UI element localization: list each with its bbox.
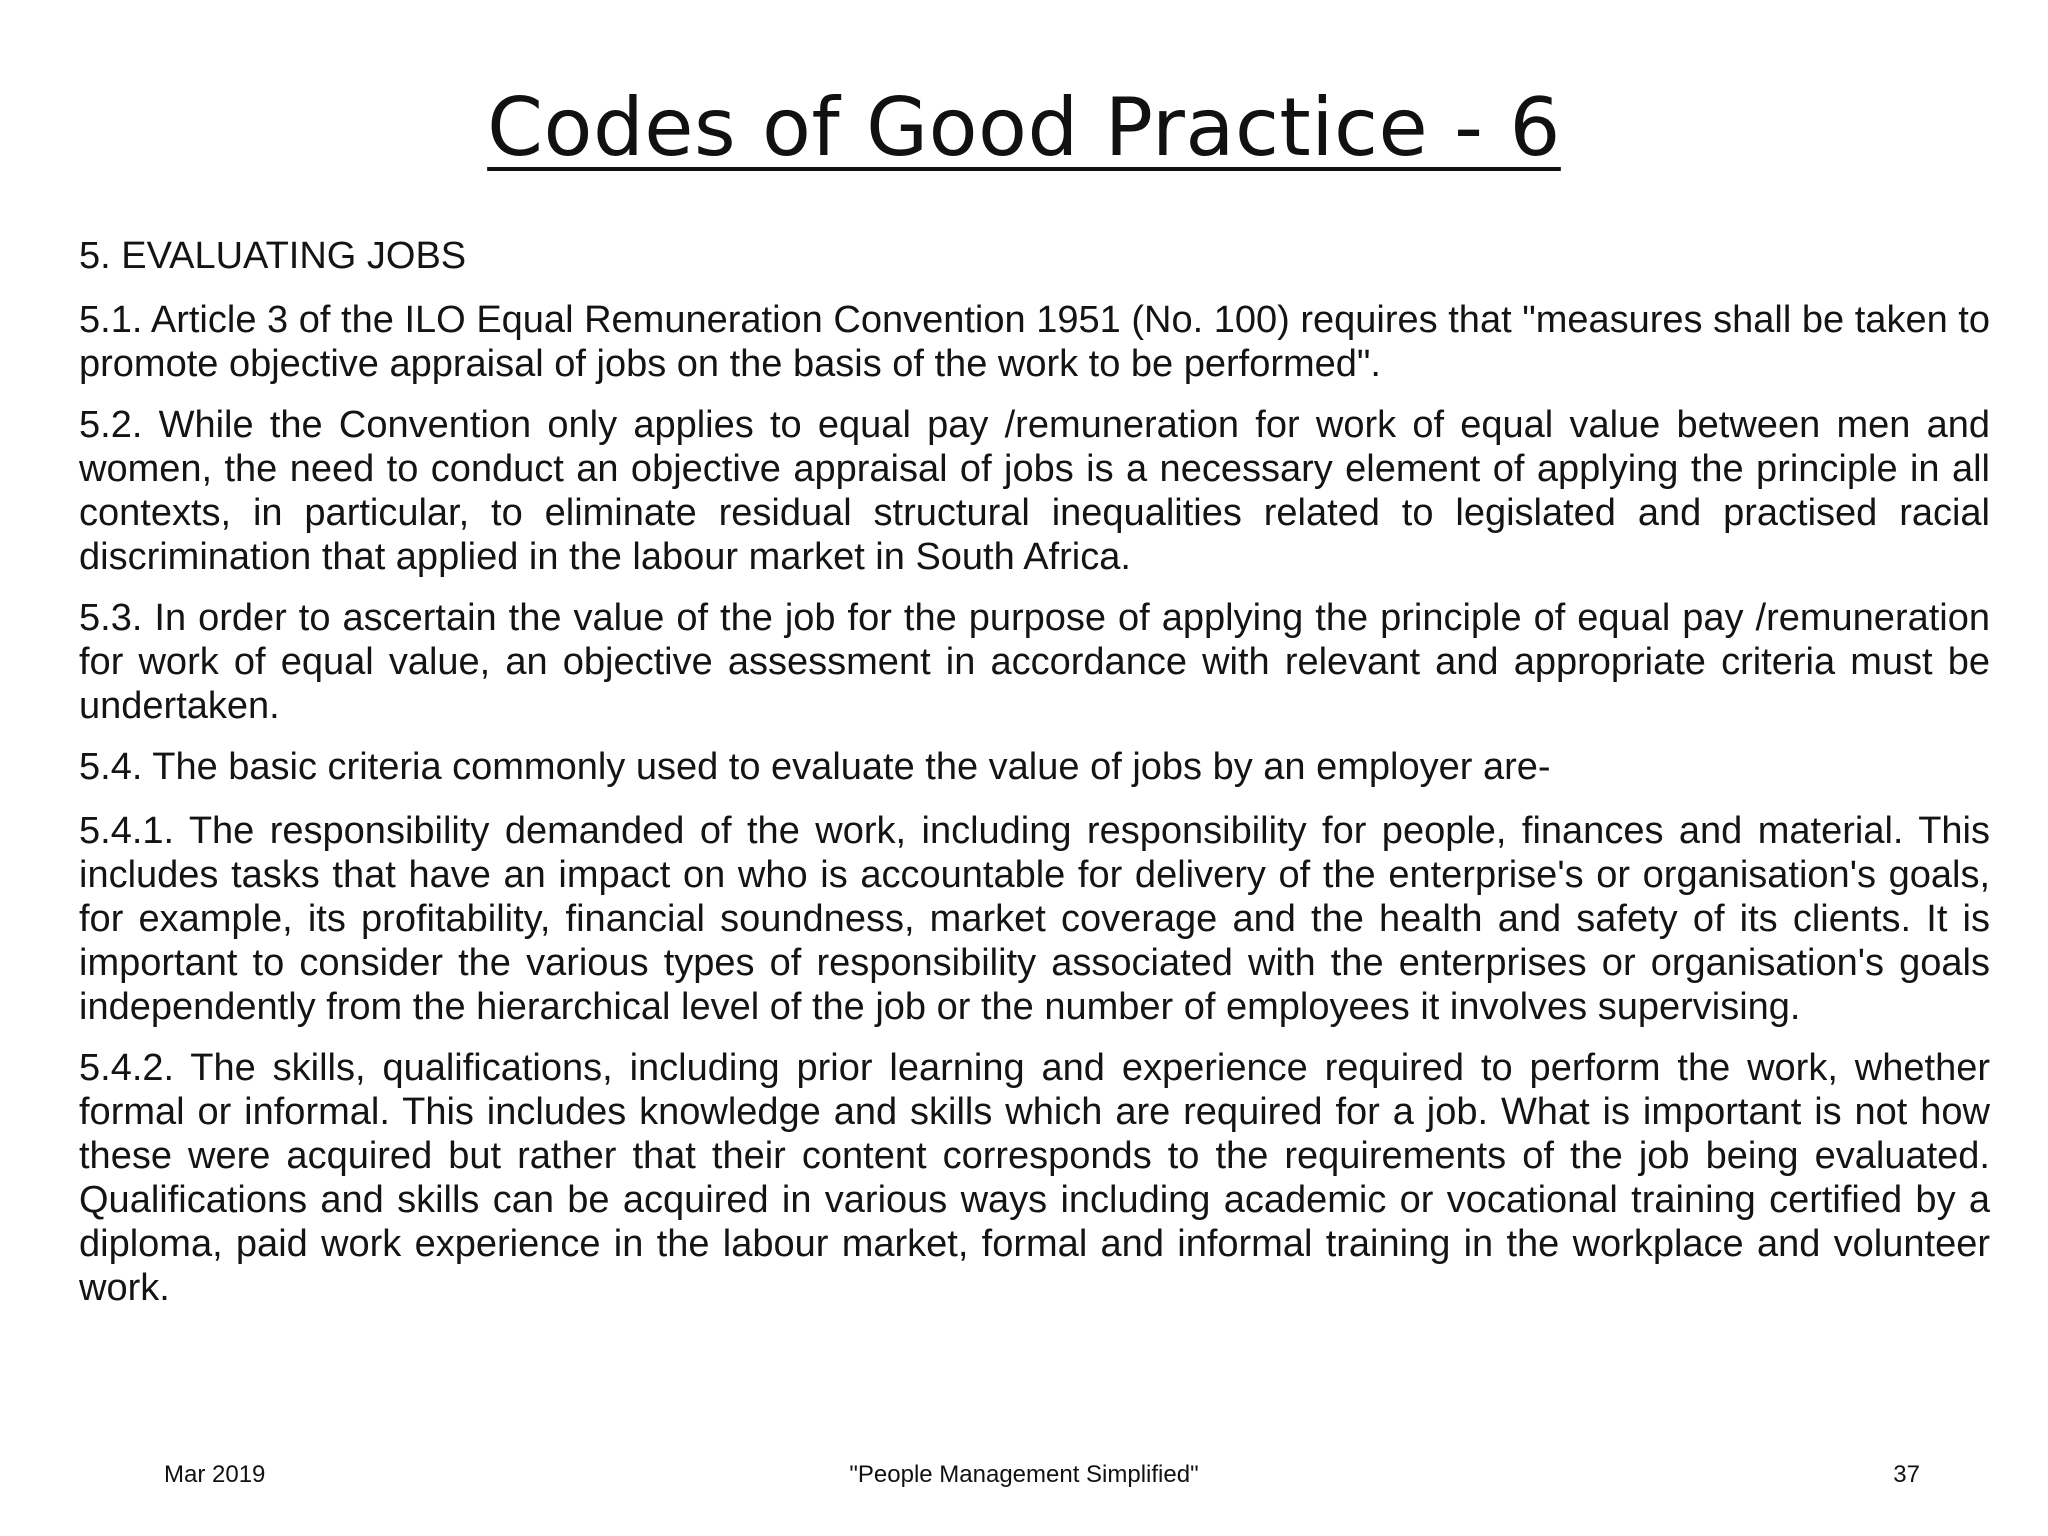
paragraph-5-3: 5.3. In order to ascertain the value of the job for the purpose of applying the principle of equal pay /remuneration for work of equal value, an objective assessment in accordance with relevant and appropriate criteria must be undertaken.	[79, 597, 1990, 727]
footer-title: "People Management Simplified"	[849, 1461, 1199, 1488]
footer-date: Mar 2019	[164, 1461, 266, 1488]
paragraph-5-4-2: 5.4.2. The skills, qualifications, including prior learning and experience required to perform the work, whether formal or informal. This includes knowledge and skills which are required for a job. What is important is not how these were acquired but rather that their content corresponds to the requirements of the job being evaluated. Qualifications and skills can be acquired in various ways including academic or vocational training certified by a diploma, paid work experience in the labour market, formal and informal training in the workplace and volunteer work.	[79, 1047, 1990, 1309]
section-heading: 5. EVALUATING JOBS	[79, 235, 467, 277]
paragraph-5-4-1: 5.4.1. The responsibility demanded of the work, including responsibility for people, finances and material. This includes tasks that have an impact on who is accountable for delivery of the enterprise's or organisation's goals, for example, its profitability, financial soundness, market coverage and the health and safety of its clients. It is important to consider the various types of responsibility associated with the enterprises or organisation's goals independently from the hierarchical level of the job or the number of employees it involves supervising.	[79, 810, 1990, 1028]
paragraph-5-4: 5.4. The basic criteria commonly used to evaluate the value of jobs by an employer are-	[79, 746, 1551, 788]
paragraph-5-1: 5.1. Article 3 of the ILO Equal Remuneration Convention 1951 (No. 100) requires that "measures shall be taken to promote objective appraisal of jobs on the basis of the work to be performed".	[79, 299, 1990, 385]
slide-title-text: Codes of Good Practice - 6	[487, 81, 1561, 174]
slide-title	[0, 80, 2048, 176]
paragraph-5-2: 5.2. While the Convention only applies to equal pay /remuneration for work of equal value between men and women, the need to conduct an objective appraisal of jobs is a necessary element of applying the principle in all contexts, in particular, to eliminate residual structural inequalities related to legislated and practised racial discrimination that applied in the labour market in South Africa.	[79, 404, 1990, 578]
page-number: 37	[1893, 1461, 1920, 1488]
slide-body	[79, 234, 1990, 1327]
